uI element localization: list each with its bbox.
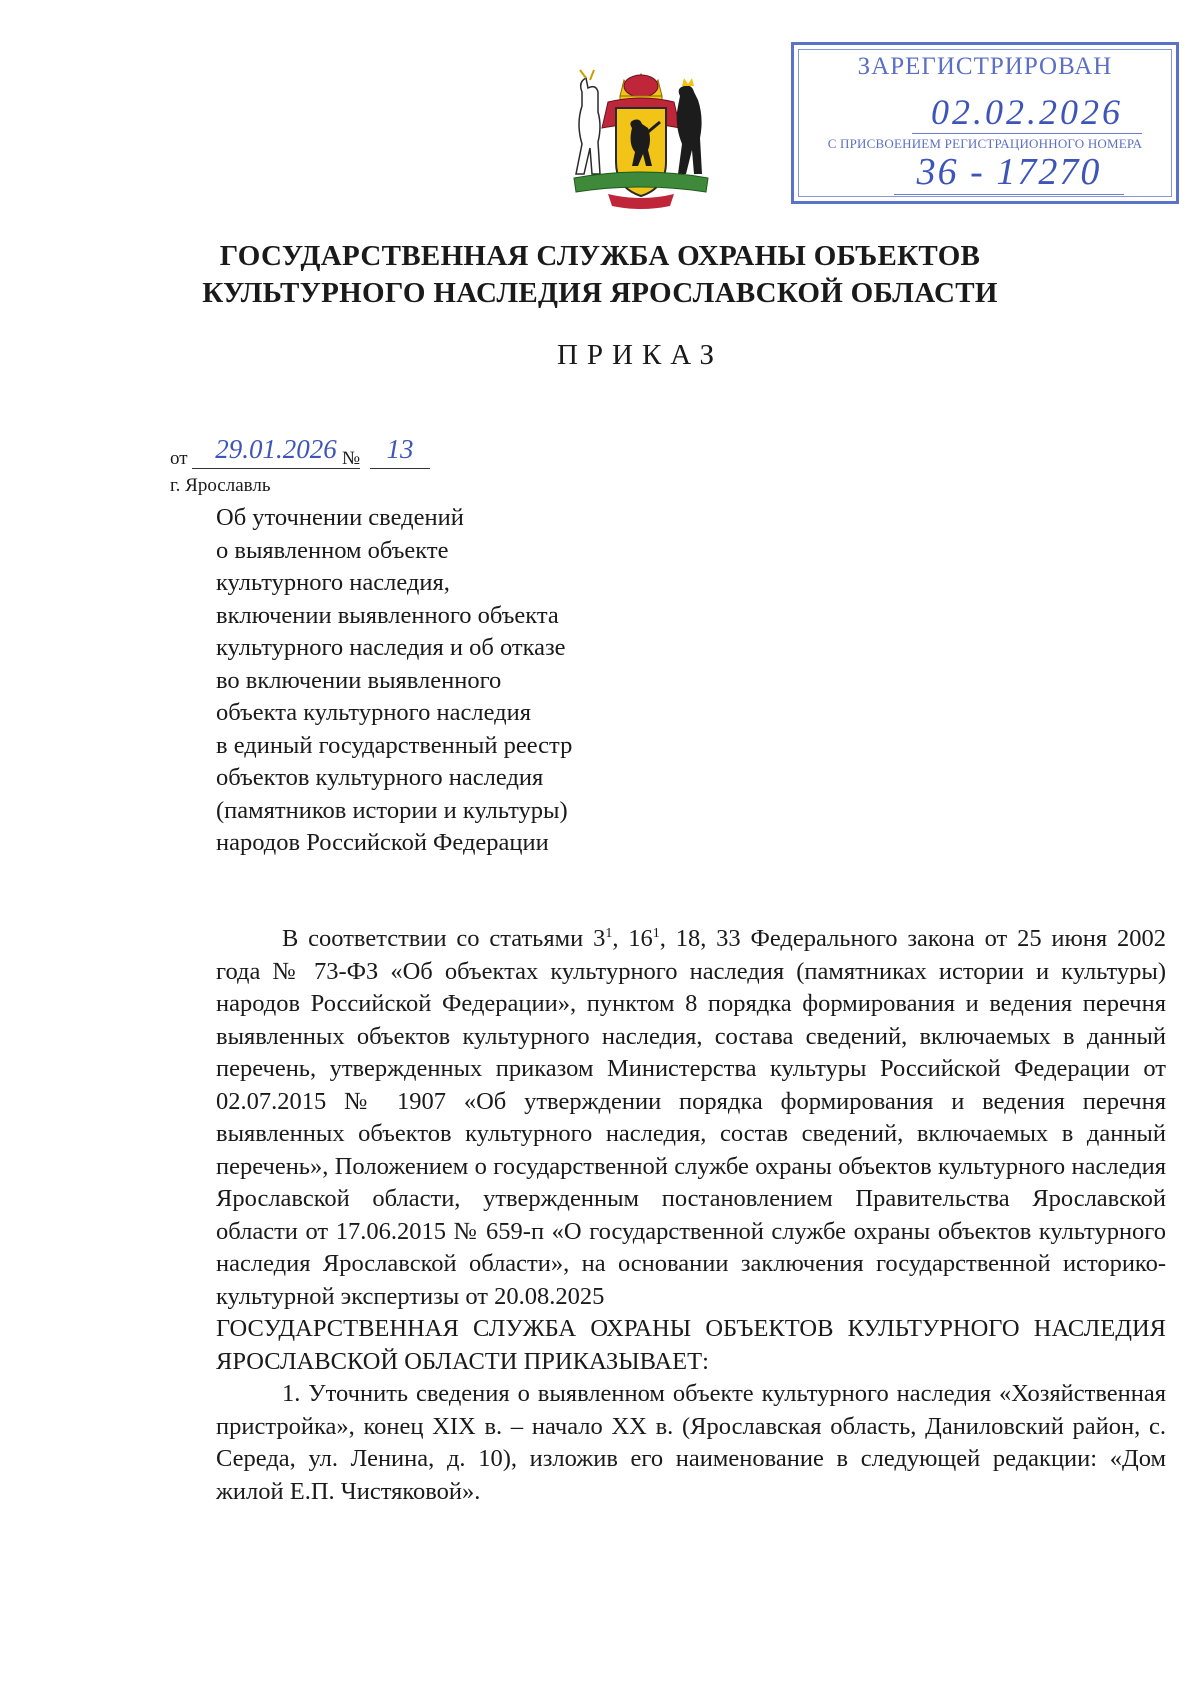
order-body — [216, 923, 1166, 1508]
document-type: ПРИКАЗ — [556, 339, 724, 371]
order-subject — [216, 502, 676, 860]
date-prefix: от — [170, 448, 188, 469]
subject-line: культурного наследия и об отказе — [216, 634, 566, 661]
stamp-title: ЗАРЕГИСТРИРОВАН — [857, 53, 1113, 80]
subject-line: объекта культурного наследия — [216, 699, 531, 726]
order-item-1: 1. Уточнить сведения о выявленном объекте культурного наследия «Хозяйственная пристройка», конец XIX в. – начало XX в. (Ярославская область, Даниловский район, с. Середа, ул. Ленина, д. 10), изложив его наименование в следующей редакции: «Дом жилой Е.П. Чистяковой». — [216, 1380, 1166, 1505]
subject-line: о выявленном объекте — [216, 536, 449, 564]
stamp-subtitle: С ПРИСВОЕНИЕМ РЕГИСТРАЦИОННОГО НОМЕРА — [827, 136, 1143, 151]
org-title-line-1: ГОСУДАРСТВЕННАЯ СЛУЖБА ОХРАНЫ ОБЪЕКТОВ — [219, 240, 981, 272]
preamble-paragraph — [216, 923, 1166, 1313]
stamp-date: 02.02.2026 — [912, 91, 1142, 134]
preamble-text-c: , 18, 33 Федерального закона от 25 июня 2002 года № 73-ФЗ «Об объектах культурного наследия (памятниках истории и культуры) народов Российской Федерации», пунктом 8 порядка формирования и ведения перечня выявленных объектов культурного наследия, состава сведений, включаемых в данный перечень, утвержденных приказом Министерства культуры Российской Федерации от 02.07.2015 № 1907 «Об утверждении порядка формирования и ведения перечня выявленных объектов культурного наследия, состав сведений, включаемых в данный перечень», Положением о государственной службе охраны объектов культурного наследия Ярославской области, утвержденным постановлением Правительства Ярославской области от 17.06.2015 № 659-п «О государственной службе охраны объектов культурного наследия Ярославской области», на основании заключения государственной историко-культурной экспертизы от 20.08.2025 — [216, 925, 1167, 1310]
organization-title — [150, 238, 1050, 312]
subject-line: объектов культурного наследия — [216, 764, 544, 791]
order-date: 29.01.2026 — [192, 434, 360, 469]
subject-line: в единый государственный реестр — [216, 731, 573, 759]
subject-line: включении выявленного объекта — [216, 601, 559, 629]
subject-line: народов Российской Федерации — [216, 829, 549, 856]
number-prefix: № — [342, 448, 361, 469]
subject-line: Об уточнении сведений — [216, 504, 464, 531]
subject-line: во включении выявленного — [216, 666, 502, 694]
city: г. Ярославль — [170, 475, 271, 496]
org-title-line-2: КУЛЬТУРНОГО НАСЛЕДИЯ ЯРОСЛАВСКОЙ ОБЛАСТИ — [202, 277, 998, 309]
preamble-text-b: , 16 — [612, 925, 653, 952]
stamp-registration-number: 36 - 17270 — [894, 150, 1124, 195]
registration-stamp — [791, 42, 1179, 204]
subject-line: (памятников истории и культуры) — [216, 796, 568, 824]
coat-of-arms-icon — [568, 66, 714, 212]
preamble-text-a: В соответствии со статьями 3 — [282, 925, 606, 952]
order-number: 13 — [370, 434, 430, 469]
decree-line: ГОСУДАРСТВЕННАЯ СЛУЖБА ОХРАНЫ ОБЪЕКТОВ КУЛЬТУРНОГО НАСЛЕДИЯ ЯРОСЛАВСКОЙ ОБЛАСТИ ПРИКАЗЫВАЕТ: — [216, 1315, 1166, 1375]
subject-line: культурного наследия, — [216, 569, 450, 596]
superscript: 1 — [652, 925, 660, 941]
superscript: 1 — [605, 925, 613, 941]
